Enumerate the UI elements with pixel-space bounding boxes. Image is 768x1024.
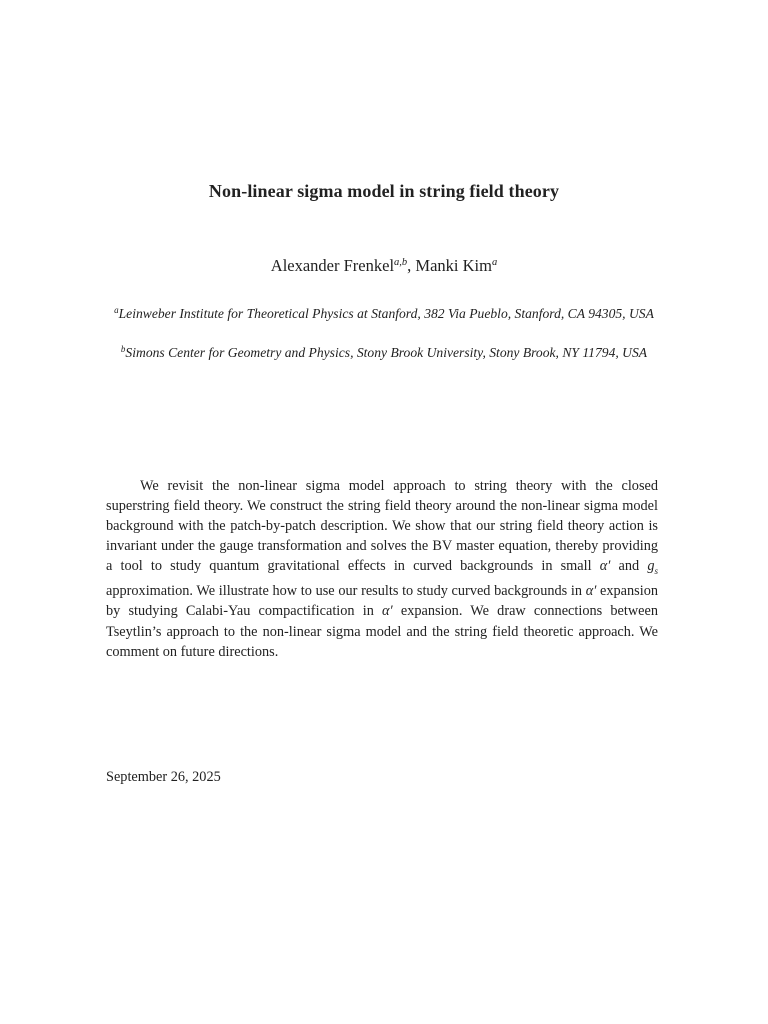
affiliation-mark: a <box>491 257 498 268</box>
author-separator: , <box>407 256 416 275</box>
affiliation-mark: a <box>114 305 119 315</box>
alpha-prime-symbol: α′ <box>599 558 611 575</box>
affiliation-a <box>106 301 662 324</box>
alpha-prime-symbol: α′ <box>382 603 393 620</box>
paper-title: Non-linear sigma model in string field theory <box>208 181 560 201</box>
author-list <box>0 256 768 276</box>
author-name: Manki Kim <box>415 256 492 275</box>
affiliation-mark: b <box>120 344 126 354</box>
affiliation-text: Leinweber Institute for Theoretical Physics at Stanford, 382 Via Pueblo, Stanford, CA 94305, USA <box>118 306 654 321</box>
abstract-text: expansion by studying Calabi-Yau compactification in <box>106 583 658 620</box>
gs-symbol <box>647 558 658 577</box>
abstract-text: approximation. We illustrate how to use our results to study curved backgrounds in <box>106 583 586 600</box>
author-name: Alexander Frenkel <box>270 256 395 275</box>
abstract <box>106 476 658 662</box>
abstract-text: We revisit the non-linear sigma model approach to string theory with the closed superstring field theory. We construct the string field theory around the non-linear sigma model background with the patch-by-patch description. We show that our string field theory action is invariant under the gauge transformation and solves the BV master equation, thereby providing a tool to study quantum gravitational effects in curved backgrounds in small <box>106 478 658 575</box>
affiliation-text: Simons Center for Geometry and Physics, Stony Brook University, Stony Brook, NY 11794, USA <box>125 345 648 360</box>
gs-symbol-subscript: s <box>654 566 658 577</box>
alpha-prime-symbol: α′ <box>585 583 597 600</box>
affiliation-b <box>106 340 662 363</box>
gs-symbol-base: g <box>647 558 655 575</box>
abstract-text: expansion. We draw connections between Tseytlin’s approach to the non-linear sigma model and the string field theoretic approach. We comment on future directions. <box>106 603 658 660</box>
paper-date: September 26, 2025 <box>106 769 221 785</box>
affiliation-mark: a,b <box>394 257 408 268</box>
abstract-text: and <box>610 558 648 575</box>
